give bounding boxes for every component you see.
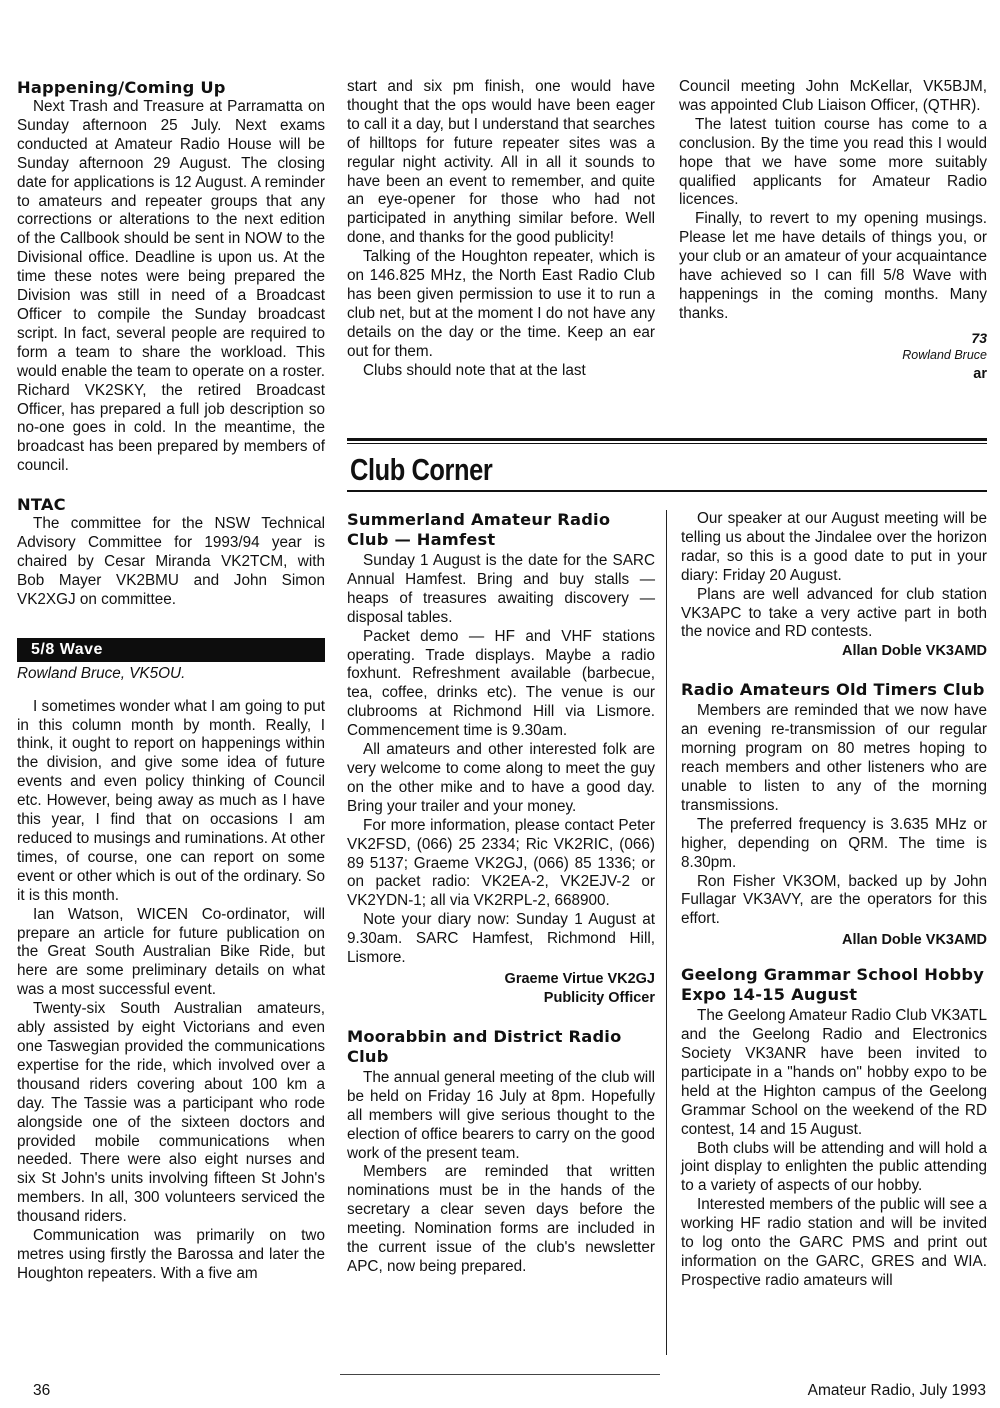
- publication-footer: Amateur Radio, July 1993: [807, 1382, 986, 1399]
- column-2-top: [347, 78, 655, 381]
- summerland-sign-title: Publicity Officer: [543, 989, 655, 1006]
- wave-para: Twenty-six South Australian amateurs, ably assisted by eight Victorians and even one Taswegian provided the communications expertise for the ride, which involved over a thousand riders covering about 100 km a day. The Tassie was a participant who rode alongside one of the sixteen doctors and provided mobile communications when needed. There were also eight nurses and six St John's units involving fifteen St John's members. In all, 300 volunteers serviced the thousand riders.: [17, 1000, 325, 1226]
- summerland-para: Sunday 1 August is the date for the SARC Annual Hamfest. Bring and buy stalls — heaps of treasures awaiting discovery — disposal tables.: [347, 552, 655, 626]
- old-timers-para: Ron Fisher VK3OM, backed up by John Fullagar VK3AVY, are the operators for this effort.: [681, 872, 987, 928]
- column-1: [17, 78, 325, 1284]
- moorabbin-continued-para: Our speaker at our August meeting will be telling us about the Jindalee over the horizon radar, so this is a good date to put in your diary: Friday 20 August.: [681, 510, 987, 584]
- column-divider: [666, 510, 667, 1355]
- wave-byline: Rowland Bruce, VK5OU.: [17, 664, 186, 682]
- wave-continued-para: Clubs should note that at the last: [363, 361, 586, 379]
- old-timers-para: Members are reminded that we now have an evening re-transmission of our regular morning program on 80 metres hoping to reach members and other listeners who are unable to listen to any of the morning transmissions.: [681, 702, 987, 814]
- geelong-para: Both clubs will be attending and will hold a joint display to enlighten the public attending to a variety of aspects of our hobby.: [681, 1139, 987, 1195]
- club-corner-title: Club Corner: [350, 452, 493, 487]
- page-number: 36: [33, 1382, 51, 1399]
- geelong-para: The Geelong Amateur Radio Club VK3ATL and the Geelong Radio and Electronics Society VK3ANR have been invited to participate in a "hands on" hobby expo to be held at the Highton campus of the Geelong Grammar School on the weekend of the RD contest, 14 and 15 August.: [681, 1007, 987, 1138]
- wave-continued-para: Council meeting John McKellar, VK5BJM, was appointed Club Liaison Officer, (QTHR).: [679, 78, 987, 114]
- old-timers-para: The preferred frequency is 3.635 MHz or higher, depending on QRM. The time is 8.30pm.: [681, 815, 987, 871]
- footer-rule: [340, 1374, 660, 1375]
- moorabbin-heading: Moorabbin and District Radio Club: [347, 1026, 622, 1066]
- wave-continued-para: The latest tuition course has come to a conclusion. By the time you read this I would hope that we have some more suitably qualified applicants for Amateur Radio licences.: [679, 115, 987, 209]
- summerland-para: Note your diary now: Sunday 1 August at 9.30am. SARC Hamfest, Richmond Hill, Lismore.: [347, 911, 655, 967]
- moorabbin-para: The annual general meeting of the club will be held on Friday 16 July at 8pm. Hopefully all members will give serious thought to the election of office bearers to carry on the good work of the present team.: [347, 1068, 655, 1162]
- old-timers-sign: Allan Doble VK3AMD: [841, 932, 987, 949]
- summerland-para: For more information, please contact Peter VK2FSD, (066) 25 2334; Ric VK2RIC, (066) 89 5137; Graeme VK2GJ, (066) 85 1336; or on packet radio: VK2EA-2, VK2EJV-2 or VK2YDN-1; all via VK2RPL-2, 668900.: [347, 816, 655, 910]
- happening-heading: Happening/Coming Up: [17, 78, 226, 97]
- wave-para: Communication was primarily on two metres using firstly the Barossa and later the Houghton repeaters. With a five am: [17, 1227, 325, 1282]
- summerland-para: Packet demo — HF and VHF stations operating. Trade displays. Maybe a radio foxhunt. Refreshment available (barbecue, tea, coffee, drinks etc). The venue is our clubrooms at Richmond Hill via Lismore. Commencement time is 9.30am.: [347, 627, 655, 740]
- old-timers-heading: Radio Amateurs Old Timers Club: [681, 680, 985, 700]
- moorabbin-continued-para: Plans are well advanced for club station VK3APC to take a very active part in both the novice and RD contests.: [681, 585, 987, 641]
- sign-author: Rowland Bruce: [902, 347, 987, 362]
- section-rule-thick: [347, 438, 987, 441]
- summerland-sign-name: Graeme Virtue VK2GJ: [504, 970, 655, 987]
- ntac-para: The committee for the NSW Technical Advisory Committee for 1993/94 year is chaired by Cesar Miranda VK2TCM, with Bob Mayer VK2BMU and John Simon VK2XGJ on committee.: [17, 515, 325, 608]
- summerland-para: All amateurs and other interested folk are very welcome to come along to meet the guy on the other mike and to have a good day. Bring your trailer and your money.: [347, 741, 655, 815]
- sign-73: 73: [971, 329, 987, 346]
- moorabbin-sign: Allan Doble VK3AMD: [841, 643, 987, 660]
- wave-para: Ian Watson, WICEN Co-ordinator, will prepare an article for future publication on the Great South Australian Bike Ride, but here are some preliminary details on what was a most successful event.: [17, 905, 325, 999]
- section-rule-thin: [347, 443, 987, 444]
- section-rule-under: [347, 490, 987, 492]
- club-corner-column-3: [681, 510, 987, 1291]
- ntac-heading: NTAC: [17, 495, 66, 515]
- moorabbin-para: Members are reminded that written nominations must be in the hands of the secretary a clear seven days before the meeting. Nomination forms are included in the current issue of the club's newsletter APC, now being prepared.: [347, 1163, 655, 1275]
- wave-continued-para: Finally, to revert to my opening musings. Please let me have details of things you, or your club or an amateur of your acquaintance have achieved so I can fill 5/8 Wave with happenings in the coming months. Many thanks.: [679, 210, 987, 322]
- wave-continued-para: Talking of the Houghton repeater, which is on 146.825 MHz, the North East Radio Club has been given permission to use it to run a club net, but at the moment I do not have any details on the day or the time. Keep an ear out for them.: [347, 248, 655, 360]
- wave-banner: 5/8 Wave: [17, 638, 325, 662]
- sign-ar: ar: [973, 365, 987, 382]
- summerland-heading: Summerland Amateur Radio Club — Hamfest: [347, 510, 611, 549]
- club-corner-column-2: [347, 510, 655, 1277]
- wave-continued-para: start and six pm finish, one would have thought that the ops would have been eager to call it a day, but I understand that searches of hilltops for future repeater sites was a regular night activity. All in all it sounds to have been an event to remember, and quite an eye-opener for those who had not participated in anything similar before. Well done, and thanks for the good publicity!: [347, 78, 655, 247]
- happening-para: Next Trash and Treasure at Parramatta on Sunday afternoon 25 July. Next exams conducted at Amateur Radio House will be Sunday afternoon 29 August. The closing date for applications is 12 August. A reminder to amateurs and repeater groups that any corrections or alterations to the next edition of the Callbook should be sent in NOW to the Divisional office. Deadline is upon us. At the time these notes were being prepared the Division was still in need of a Broadcast Officer to compile the Sunday broadcast script. In fact, several people are required to form a team to share the workload. This would enable the team to operate on a roster. Richard VK2SKY, the retired Broadcast Officer, has prepared a full job description so no-one goes in cold. In the meantime, the broadcast has been prepared by members of council.: [17, 98, 325, 475]
- geelong-heading: Geelong Grammar School Hobby Expo 14-15 August: [681, 965, 985, 1005]
- column-3-top: [679, 78, 987, 384]
- geelong-para: Interested members of the public will see a working HF radio station and will be invited to log onto the GARC PMS and print out information on the GARC, GRES and WIA. Prospective radio amateurs will: [681, 1196, 987, 1289]
- wave-para: I sometimes wonder what I am going to put in this column month by month. Really, I think, it ought to report on happenings within the division, and give some idea of future events and even policy thinking of Council etc. However, being away as much as I have this year, I find that on occasions I am reduced to musings and ruminations. At other times, of course, one can report on some event or other which is out of the ordinary. So it is this month.: [17, 697, 325, 904]
